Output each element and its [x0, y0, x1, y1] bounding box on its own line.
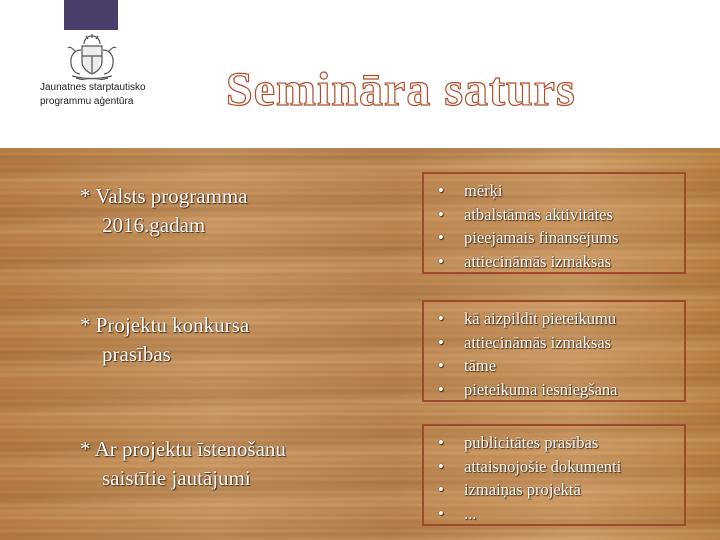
slide-title: Semināra saturs	[226, 63, 576, 116]
list-item-text: mērķi	[464, 181, 503, 200]
bullet-icon: •	[438, 332, 444, 352]
bullet-icon: •	[438, 204, 444, 224]
bullet-icon: •	[438, 309, 444, 328]
topic-title: * Valsts programma	[80, 184, 248, 208]
bullet-icon: •	[438, 480, 444, 499]
list-item-text: attiecināmās izmaksas	[464, 332, 612, 352]
list-item	[424, 502, 684, 526]
list-item-text: atbalstāmās aktivitātes	[464, 204, 613, 224]
topic-competition-requirements	[80, 311, 360, 369]
topic-subtitle: 2016.gadam	[102, 213, 206, 237]
list-item	[424, 354, 684, 378]
subtopics-box-3	[422, 424, 686, 526]
list-item	[424, 203, 684, 227]
topic-title: * Projektu konkursa	[80, 313, 250, 337]
list-item-text: attaisnojošie dokumenti	[464, 456, 622, 476]
topic-subtitle: saistītie jautājumi	[102, 466, 251, 490]
bullet-icon: •	[438, 251, 444, 271]
logo-text-line-2: programmu aģentūra	[40, 96, 134, 107]
bullet-icon: •	[438, 433, 444, 452]
bullet-icon: •	[438, 181, 444, 200]
subtopics-list	[424, 302, 684, 401]
topic-state-programme	[80, 182, 360, 240]
subtopics-list	[424, 426, 684, 525]
list-item	[424, 378, 684, 402]
bullet-icon: •	[438, 456, 444, 476]
list-item	[424, 179, 684, 203]
list-item-text: publicitātes prasības	[464, 433, 599, 452]
subtopics-box-1	[422, 172, 686, 274]
list-item	[424, 226, 684, 250]
list-item-text: pieteikuma iesniegšana	[464, 379, 618, 399]
subtopics-list	[424, 174, 684, 273]
topic-title: * Ar projektu īstenošanu	[80, 437, 286, 461]
list-item	[424, 307, 684, 331]
agency-logo	[40, 34, 150, 108]
list-item	[424, 250, 684, 274]
list-item	[424, 431, 684, 455]
bullet-icon: •	[438, 503, 444, 523]
list-item-text: tāme	[464, 356, 497, 375]
bullet-icon: •	[438, 356, 444, 375]
subtopics-box-2	[422, 300, 686, 402]
topic-implementation-issues	[80, 435, 360, 493]
list-item	[424, 455, 684, 479]
list-item	[424, 331, 684, 355]
list-item-text: pieejamais finansējums	[464, 228, 619, 247]
list-item-text: izmaiņas projektā	[464, 480, 581, 499]
list-item	[424, 478, 684, 502]
list-item-text: kā aizpildīt pieteikumu	[464, 309, 617, 328]
accent-block	[64, 0, 118, 30]
bullet-icon: •	[438, 228, 444, 247]
list-item-text: ...	[464, 503, 477, 523]
logo-text-line-1: Jaunatnes starptautisko	[40, 82, 146, 93]
slide-header	[0, 0, 720, 148]
list-item-text: attiecināmās izmaksas	[464, 251, 612, 271]
topic-subtitle: prasības	[102, 342, 171, 366]
bullet-icon: •	[438, 379, 444, 399]
coat-of-arms-icon	[62, 34, 122, 80]
